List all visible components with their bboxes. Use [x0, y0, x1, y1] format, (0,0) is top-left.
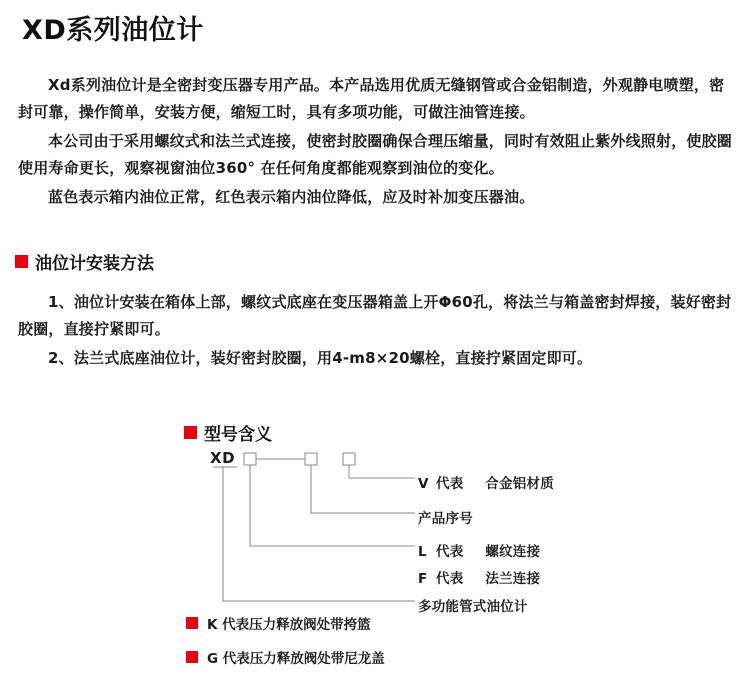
- leader-meaning-v: 合金铝材质: [485, 476, 554, 492]
- model-note-k: [186, 613, 371, 633]
- install-section-heading-label: 油位计安装方法: [35, 254, 154, 274]
- model-section-heading: [184, 420, 272, 445]
- leader-line-multifunction: [223, 467, 415, 601]
- leader-label-serial: [418, 507, 473, 527]
- leader-line-serial: [311, 465, 415, 513]
- model-prefix-label: XD: [210, 449, 236, 467]
- model-note-k-label: K 代表压力释放阀处带挎篮: [207, 617, 371, 633]
- leader-verb-l: 代表: [436, 544, 464, 560]
- intro-paragraph-3: 蓝色表示箱内油位正常，红色表示箱内油位降低，应及时补加变压器油。: [48, 188, 535, 206]
- intro-paragraph-2: 本公司由于采用螺纹式和法兰式连接，使密封胶圈确保合理压缩量，同时有效阻止紫外线照射，使胶圈使用寿命更长，观察视窗油位360° 在任何角度都能观察到油位的变化。: [18, 132, 733, 177]
- leader-code-f: F: [418, 571, 428, 587]
- leader-meaning-f: 法兰连接: [485, 571, 541, 587]
- intro-paragraph-1: Xd系列油位计是全密封变压器专用产品。本产品选用优质无缝钢管或合金铝制造，外观静电喷塑，密封可靠，操作简单，安装方便，缩短工时，具有多项功能，可做注油管连接。: [18, 76, 725, 121]
- leader-line-thread-flange: [250, 465, 415, 546]
- leader-meaning-multifunction: 多功能管式油位计: [418, 599, 528, 615]
- model-code-box-2: [305, 453, 317, 465]
- model-code-box-1: [244, 453, 256, 465]
- model-code-box-3: [343, 453, 355, 465]
- leader-label-flange: [418, 567, 540, 587]
- install-step-1: 1、油位计安装在箱体上部，螺纹式底座在变压器箱盖上开Φ60孔，将法兰与箱盖密封焊接，装好密封胶圈，直接拧紧即可。: [18, 293, 732, 338]
- leader-code-l: L: [418, 544, 427, 560]
- red-square-bullet-icon: [15, 255, 28, 268]
- leader-meaning-l: 螺纹连接: [485, 544, 541, 560]
- intro-paragraphs: [18, 72, 732, 213]
- leader-verb-f: 代表: [436, 571, 464, 587]
- leader-line-material: [349, 465, 415, 478]
- leader-code-v: V: [418, 476, 429, 492]
- model-note-g: [186, 647, 385, 667]
- leader-label-thread: [418, 540, 540, 560]
- install-steps-list: [18, 289, 732, 374]
- model-section-heading-label: 型号含义: [204, 425, 272, 445]
- model-note-g-label: G 代表压力释放阀处带尼龙盖: [207, 651, 385, 667]
- leader-label-multifunction: [418, 595, 528, 615]
- red-square-bullet-icon: [186, 651, 198, 663]
- leader-verb-v: 代表: [436, 476, 464, 492]
- model-designation-diagram: [195, 448, 645, 615]
- red-square-bullet-icon: [186, 617, 198, 629]
- leader-label-material: [418, 472, 554, 492]
- install-section-heading: [15, 249, 154, 274]
- install-step-2: 2、法兰式底座油位计，装好密封胶圈，用4-m8×20螺栓，直接拧紧固定即可。: [48, 349, 593, 367]
- red-square-bullet-icon: [184, 426, 197, 439]
- page-title: XD系列油位计: [22, 15, 204, 46]
- leader-meaning-serial: 产品序号: [418, 511, 473, 527]
